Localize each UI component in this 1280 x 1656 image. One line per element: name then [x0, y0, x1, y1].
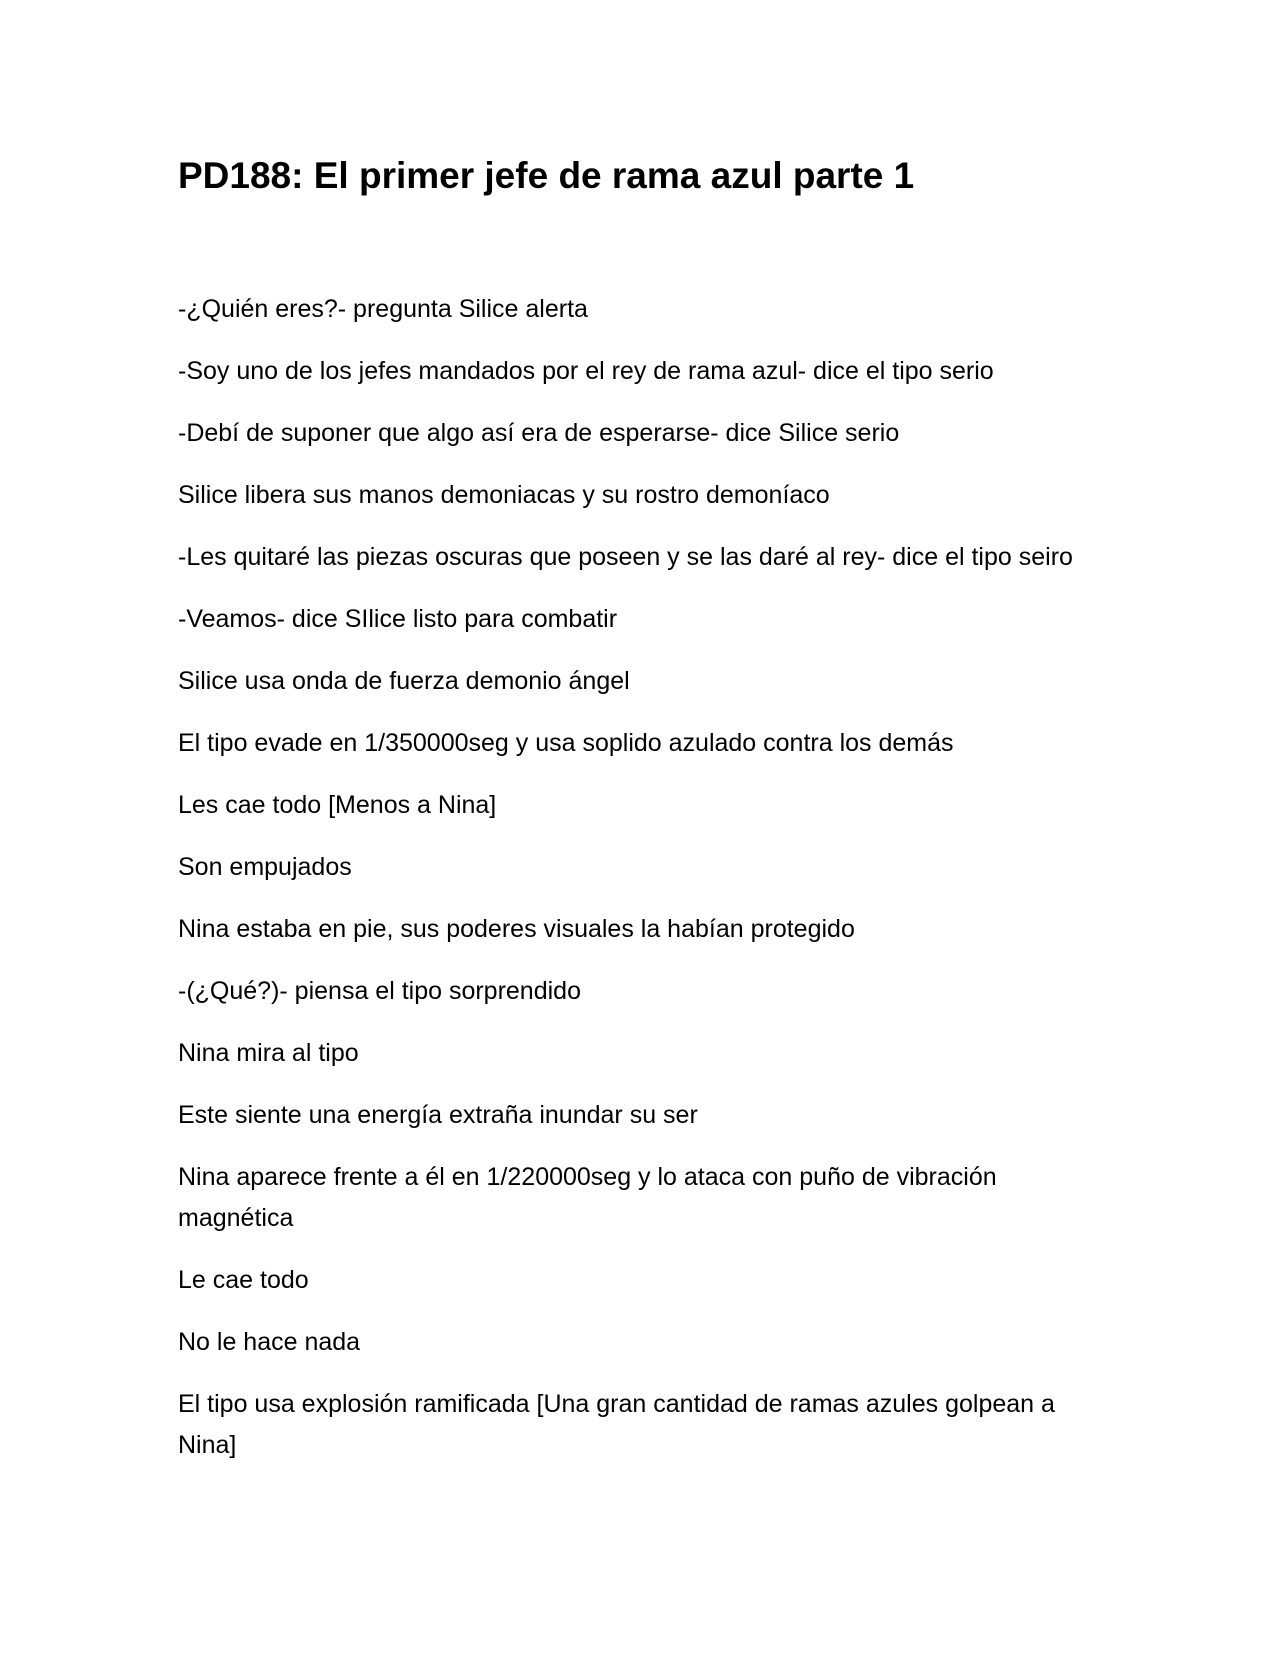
- paragraph: No le hace nada: [178, 1328, 361, 1356]
- paragraph: -¿Quién eres?- pregunta Silice alerta: [178, 295, 588, 323]
- paragraph: -Veamos- dice SIlice listo para combatir: [178, 605, 618, 633]
- paragraph: Son empujados: [178, 853, 352, 881]
- paragraph: -Debí de suponer que algo así era de esperarse- dice Silice serio: [178, 419, 900, 447]
- paragraph: El tipo evade en 1/350000seg y usa soplido azulado contra los demás: [178, 729, 954, 757]
- paragraph: -(¿Qué?)- piensa el tipo sorprendido: [178, 977, 581, 1005]
- paragraph: Silice usa onda de fuerza demonio ángel: [178, 667, 630, 695]
- paragraph: -Les quitaré las piezas oscuras que poseen y se las daré al rey- dice el tipo seiro: [178, 543, 1073, 571]
- paragraph: Silice libera sus manos demoniacas y su rostro demoníaco: [178, 481, 830, 509]
- paragraph: Les cae todo [Menos a Nina]: [178, 791, 497, 819]
- document-body: [178, 289, 1098, 1487]
- paragraph: Le cae todo: [178, 1266, 309, 1294]
- document-title: PD188: El primer jefe de rama azul parte 1: [178, 155, 915, 196]
- paragraph: Nina aparece frente a él en 1/220000seg y lo ataca con puño de vibración magnética: [178, 1163, 997, 1232]
- paragraph: Nina estaba en pie, sus poderes visuales la habían protegido: [178, 915, 855, 943]
- paragraph: -Soy uno de los jefes mandados por el rey de rama azul- dice el tipo serio: [178, 357, 994, 385]
- paragraph: Este siente una energía extraña inundar su ser: [178, 1101, 698, 1129]
- paragraph: El tipo usa explosión ramificada [Una gran cantidad de ramas azules golpean a Nina]: [178, 1390, 1055, 1459]
- paragraph: Nina mira al tipo: [178, 1039, 359, 1067]
